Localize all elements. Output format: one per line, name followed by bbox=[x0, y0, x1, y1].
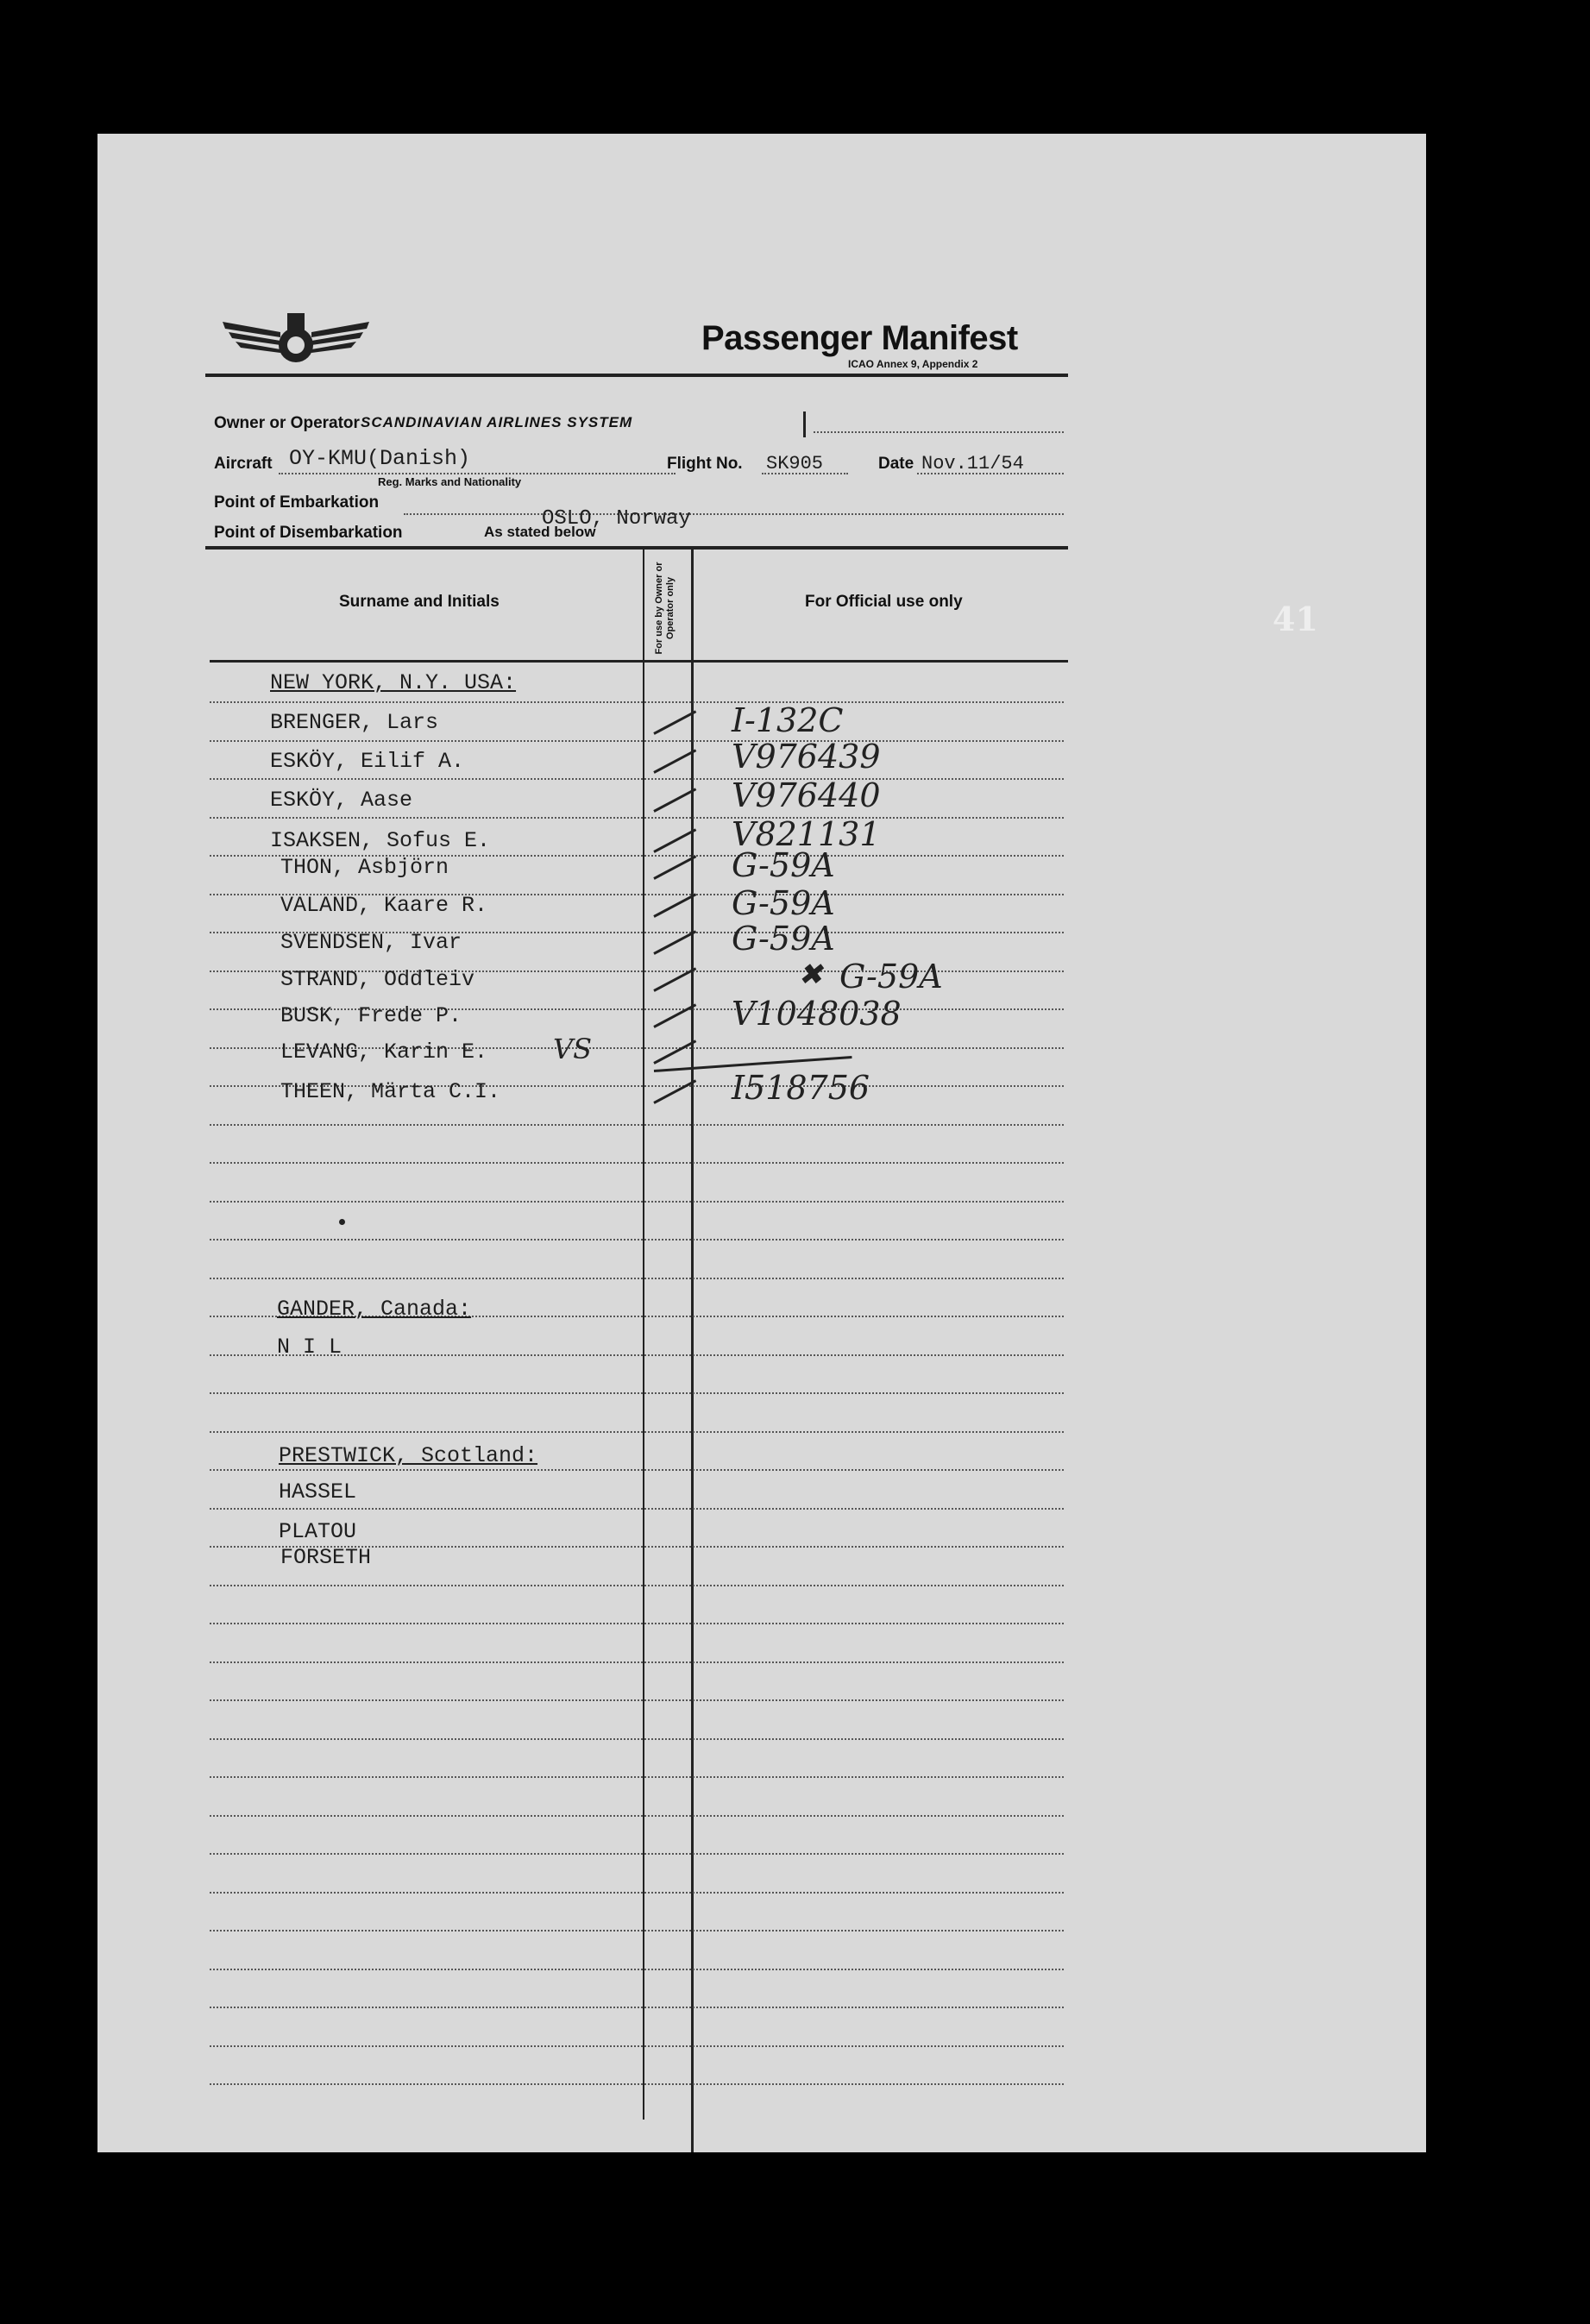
row-line bbox=[210, 1892, 1064, 1894]
header-bottom-rule bbox=[210, 660, 1068, 663]
passenger-name: THON, Asbjörn bbox=[280, 855, 449, 880]
row-line bbox=[210, 2083, 1064, 2085]
official-entry: G-59A bbox=[732, 920, 835, 958]
prestwick-name: HASSEL bbox=[279, 1479, 357, 1504]
row-line bbox=[210, 1853, 1064, 1855]
embarkation-value: OSLO, Norway bbox=[542, 507, 691, 531]
row-line bbox=[210, 1585, 1064, 1586]
page-number: 41 bbox=[1273, 600, 1318, 638]
handwritten-note: VS bbox=[553, 1033, 593, 1065]
passenger-name: SVENDSEN, Ivar bbox=[280, 930, 462, 955]
official-entry: V976439 bbox=[732, 738, 881, 776]
official-entry: V976440 bbox=[732, 776, 881, 814]
prestwick-name: PLATOU bbox=[279, 1519, 357, 1544]
row-line bbox=[210, 740, 1064, 742]
owner-column-left-line bbox=[643, 550, 644, 2120]
embarkation-line bbox=[404, 513, 1064, 515]
airline-wings-logo bbox=[218, 306, 374, 371]
row-line bbox=[210, 1776, 1064, 1778]
check-mark bbox=[653, 749, 696, 773]
section-new-york: NEW YORK, N.Y. USA: bbox=[270, 670, 517, 695]
row-line bbox=[210, 778, 1064, 780]
official-entry: V821131 bbox=[732, 815, 881, 853]
row-line bbox=[210, 1930, 1064, 1931]
passenger-name: LEVANG, Karin E. bbox=[280, 1040, 488, 1065]
row-line bbox=[210, 2007, 1064, 2008]
official-entry: G-59A bbox=[839, 958, 943, 996]
owner-column-header: For use by Owner or Operator only bbox=[654, 562, 676, 655]
table-top-rule bbox=[205, 546, 1068, 550]
flight-line bbox=[762, 473, 848, 474]
row-line bbox=[210, 1392, 1064, 1394]
prestwick-name: FORSETH bbox=[280, 1545, 372, 1570]
header-rule bbox=[205, 374, 1068, 377]
disembarkation-label: Point of Disembarkation bbox=[214, 524, 403, 542]
passenger-name: STRAND, Oddleiv bbox=[280, 967, 475, 992]
reg-marks-label: Reg. Marks and Nationality bbox=[378, 475, 522, 488]
owner-value: SCANDINAVIAN AIRLINES SYSTEM bbox=[361, 414, 633, 430]
date-value: Nov.11/54 bbox=[921, 453, 1024, 474]
manifest-title: Passenger Manifest bbox=[701, 319, 1018, 357]
check-mark bbox=[653, 1040, 696, 1064]
date-label: Date bbox=[878, 455, 914, 473]
owner-label: Owner or Operator bbox=[214, 414, 360, 432]
gander-nil: N I L bbox=[277, 1335, 343, 1360]
check-mark bbox=[653, 855, 696, 879]
official-entry: G-59A bbox=[732, 846, 835, 884]
passenger-name: BRENGER, Lars bbox=[270, 710, 439, 735]
check-mark bbox=[653, 828, 696, 852]
passenger-name: ESKÖY, Aase bbox=[270, 788, 413, 813]
passenger-name: THEEN, Märta C.I. bbox=[280, 1079, 501, 1104]
surname-column-header: Surname and Initials bbox=[339, 593, 500, 611]
flight-label: Flight No. bbox=[667, 455, 743, 473]
owner-line bbox=[814, 431, 1064, 433]
check-mark bbox=[653, 1079, 696, 1103]
check-mark bbox=[653, 710, 696, 734]
check-mark bbox=[653, 1003, 696, 1027]
flight-value: SK905 bbox=[766, 453, 824, 474]
row-line bbox=[210, 1239, 1064, 1241]
row-line bbox=[210, 1201, 1064, 1203]
check-mark bbox=[653, 893, 696, 917]
row-line bbox=[210, 1162, 1064, 1164]
section-prestwick: PRESTWICK, Scotland: bbox=[279, 1443, 538, 1468]
passenger-name: ISAKSEN, Sofus E. bbox=[270, 828, 491, 853]
embarkation-label: Point of Embarkation bbox=[214, 493, 380, 512]
row-line bbox=[210, 1124, 1064, 1126]
ink-dot bbox=[339, 1219, 345, 1225]
aircraft-line bbox=[279, 473, 676, 474]
aircraft-label: Aircraft bbox=[214, 455, 273, 473]
row-line bbox=[210, 1815, 1064, 1817]
manifest-subtitle: ICAO Annex 9, Appendix 2 bbox=[848, 358, 978, 370]
official-entry: G-59A bbox=[732, 884, 835, 922]
row-line bbox=[210, 1469, 1064, 1471]
row-line bbox=[210, 1508, 1064, 1510]
official-entry: V1048038 bbox=[732, 995, 902, 1033]
disembarkation-note: As stated below bbox=[484, 524, 596, 540]
owner-tick-mark bbox=[803, 411, 806, 437]
row-line bbox=[210, 1661, 1064, 1663]
row-line bbox=[210, 2045, 1064, 2047]
row-line bbox=[210, 1699, 1064, 1701]
row-line bbox=[210, 1623, 1064, 1624]
crossed-mark: ✖ bbox=[798, 958, 823, 992]
aircraft-value: OY-KMU(Danish) bbox=[289, 446, 471, 471]
passenger-name: BUSK, Frede P. bbox=[280, 1003, 462, 1028]
check-mark bbox=[653, 930, 696, 954]
passenger-name: ESKÖY, Eilif A. bbox=[270, 749, 465, 774]
official-entry: I518756 bbox=[732, 1069, 870, 1107]
row-line bbox=[210, 817, 1064, 819]
row-line bbox=[210, 1738, 1064, 1740]
section-gander: GANDER, Canada: bbox=[277, 1297, 472, 1322]
manifest-sheet bbox=[97, 134, 1426, 2152]
row-line bbox=[210, 701, 1064, 703]
passenger-name: VALAND, Kaare R. bbox=[280, 893, 488, 918]
official-column-header: For Official use only bbox=[805, 593, 963, 611]
row-line bbox=[210, 1431, 1064, 1433]
official-entry: I-132C bbox=[732, 701, 844, 739]
date-line bbox=[917, 473, 1064, 474]
row-line bbox=[210, 1278, 1064, 1279]
check-mark bbox=[653, 788, 696, 812]
row-line bbox=[210, 1969, 1064, 1970]
